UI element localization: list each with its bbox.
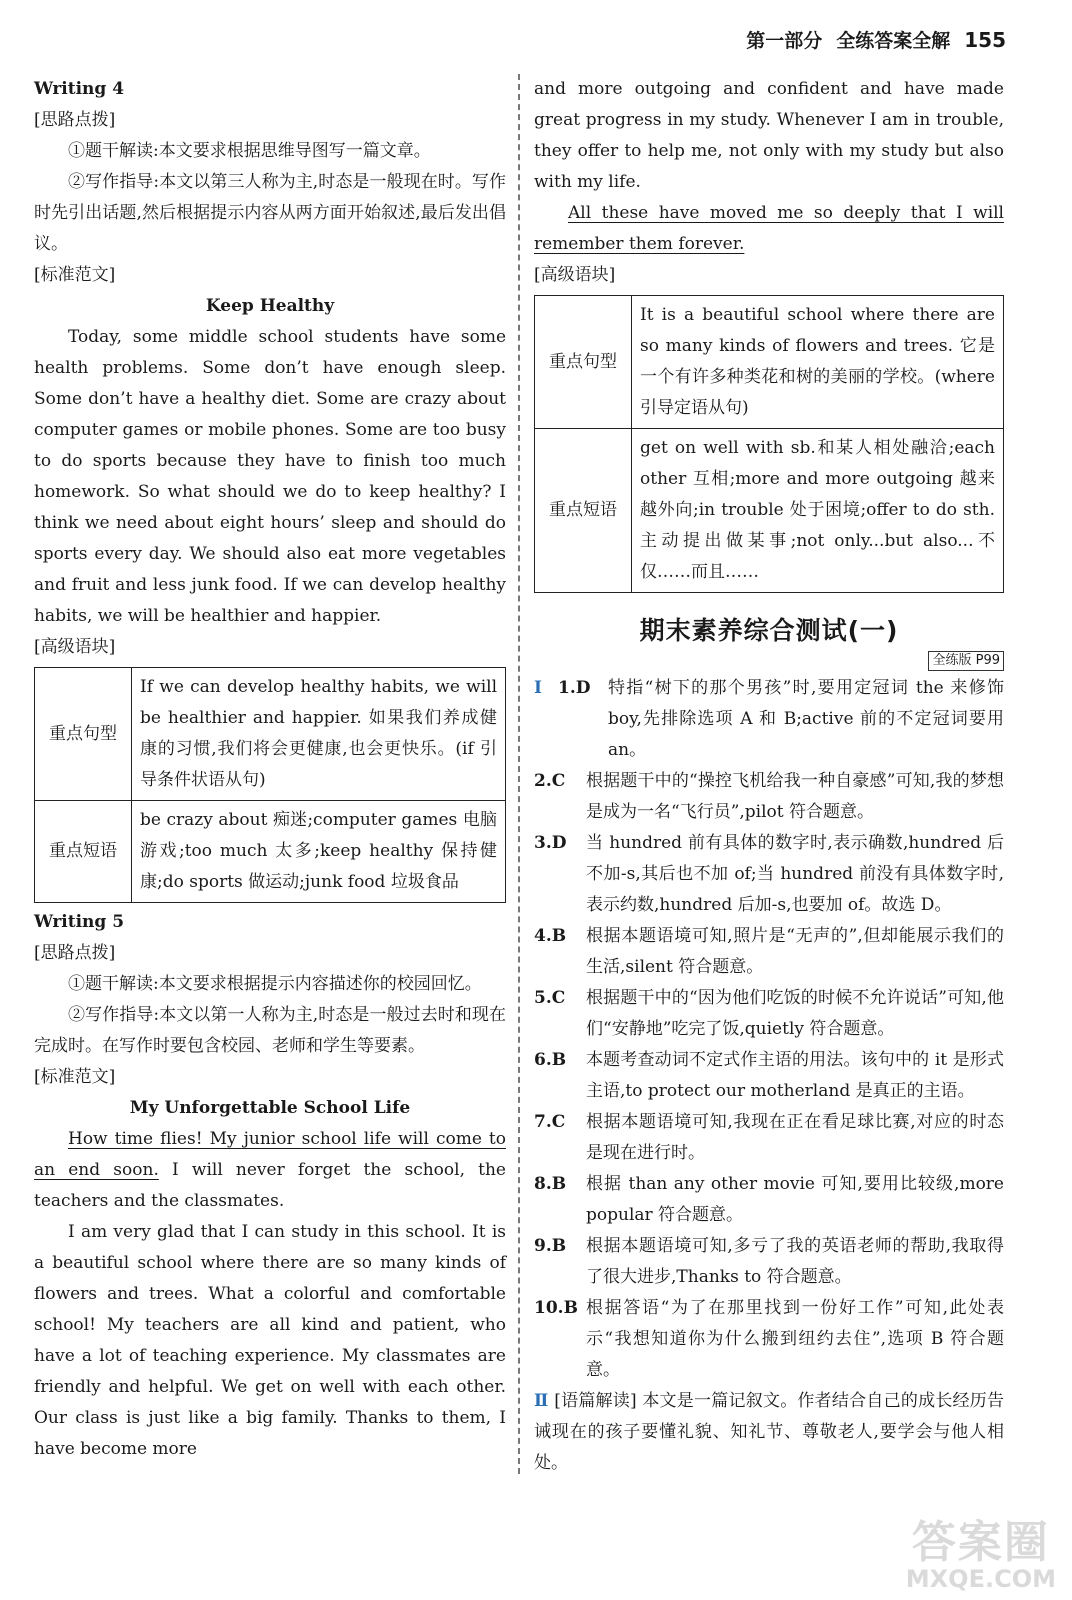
- writing5-paragraph-2-continued: and more outgoing and confident and have made great progress in my study. Whenever I am in trouble, they offer to help me, not only with my study but also with my life.: [534, 79, 1004, 192]
- sentence-key: 重点句型: [35, 668, 132, 801]
- answer-item: [534, 766, 1004, 828]
- answer-explanation: 根据题干中的“操控飞机给我一种自豪感”可知,我的梦想是成为一名“飞行员”,pilot 符合题意。: [586, 771, 1004, 822]
- writing4-chunk-label: [高级语块]: [34, 637, 116, 657]
- table-row: [535, 296, 1004, 429]
- table-row: [535, 429, 1004, 593]
- reference-wrap: [534, 649, 1004, 673]
- answer-explanation: 根据答语“为了在那里找到一份好工作”可知,此处表示“我想知道你为什么搬到纽约去住”,选项 B 符合题意。: [586, 1298, 1004, 1380]
- writing5-heading: Writing 5: [34, 912, 125, 932]
- answer-item: [534, 673, 1004, 766]
- answer-explanation: 根据本题语境可知,我现在正在看足球比赛,对应的时态是现在进行时。: [586, 1112, 1004, 1163]
- answer-explanation: 特指“树下的那个男孩”时,要用定冠词 the 来修饰 boy,先排除选项 A 和 B;active 前的不定冠词要用 an。: [608, 678, 1004, 760]
- sentence-value: It is a beautiful school where there are so many kinds of flowers and trees. 它是一个有许多种类花和树的美丽的学校。(where 引导定语从句): [632, 296, 1004, 429]
- writing5-tip2: ②写作指导:本文以第一人称为主,时态是一般过去时和现在完成时。在写作时要包含校园、老师和学生等要素。: [34, 1005, 506, 1056]
- answer-item: [534, 983, 1004, 1045]
- answer-number: 3.D: [534, 833, 567, 853]
- phrase-key: 重点短语: [535, 429, 632, 593]
- answer-number: 6.B: [534, 1050, 567, 1070]
- writing4-model-label: [标准范文]: [34, 265, 116, 285]
- answer-explanation: 根据本题语境可知,多亏了我的英语老师的帮助,我取得了很大进步,Thanks to 符合题意。: [586, 1236, 1004, 1287]
- section-label: 全练答案全解: [836, 30, 951, 52]
- watermark-logo: [905, 1517, 1056, 1593]
- sentence-value: If we can develop healthy habits, we will be healthier and happier. 如果我们养成健康的习惯,我们将会更健康,也会更快乐。(if 引导条件状语从句): [132, 668, 506, 801]
- table-row: [35, 801, 506, 903]
- writing5-tip-label: [思路点拨]: [34, 943, 116, 963]
- running-head: [746, 26, 1006, 53]
- answer-number: [534, 673, 608, 766]
- writing4-essay-body: Today, some middle school students have some health problems. Some don’t have enough sleep. Some don’t have a healthy diet. Some are crazy about computer games or mobile phones. Some are too busy to do sports because they have to finish too much homework. So what should we do to keep healthy? I think we need about eight hours’ sleep and should do sports every day. We should also eat more vegetables and fruit and less junk food. If we can develop healthy habits, we will be healthier and happier.: [34, 327, 506, 626]
- writing5-essay-title: My Unforgettable School Life: [129, 1098, 411, 1118]
- answer-explanation: 当 hundred 前有具体的数字时,表示确数,hundred 后不加-s,其后也不加 of;当 hundred 前没有具体数字时,表示约数,hundred 后加-s,也要加 of。故选 D。: [586, 833, 1004, 915]
- answer-item: [534, 1169, 1004, 1231]
- answer-item: [534, 1293, 1004, 1386]
- column-divider: [518, 74, 520, 1474]
- answer-number: 9.B: [534, 1236, 567, 1256]
- table-row: [35, 668, 506, 801]
- writing5-chunk-label: [高级语块]: [534, 265, 616, 285]
- answer-number-text: 1.D: [558, 678, 591, 698]
- writing5-chunk-table: [534, 295, 1004, 593]
- test-title: 期末素养综合测试(一): [639, 616, 899, 645]
- underlined-sentence: All these have moved me so deeply that I will remember them forever.: [534, 203, 1004, 254]
- writing4-essay-title: Keep Healthy: [205, 296, 335, 316]
- writing4-tip-label: [思路点拨]: [34, 110, 116, 130]
- writing5-paragraph-1: [34, 1124, 506, 1217]
- answer-item: [534, 1107, 1004, 1169]
- reference-badge: 全练版 P99: [928, 651, 1004, 671]
- part-label: 第一部分: [746, 30, 823, 52]
- phrase-value: get on well with sb.和某人相处融洽;each other 互相;more and more outgoing 越来越外向;in trouble 处于困境;offer to do sth.主动提出做某事;not only...but also...不仅……而且……: [632, 429, 1004, 593]
- phrase-key: 重点短语: [35, 801, 132, 903]
- answer-number: 8.B: [534, 1174, 567, 1194]
- writing4-chunk-table: [34, 667, 506, 903]
- writing5-paragraph-3: [534, 198, 1004, 260]
- writing5-model-label: [标准范文]: [34, 1067, 116, 1087]
- watermark-line-2: MXQE.COM: [905, 1565, 1056, 1593]
- answer-explanation: 本题考查动词不定式作主语的用法。该句中的 it 是形式主语,to protect our motherland 是真正的主语。: [586, 1050, 1004, 1101]
- writing4-tip1: ①题干解读:本文要求根据思维导图写一篇文章。: [68, 141, 431, 161]
- answer-number: 2.C: [534, 771, 566, 791]
- answer-explanation: 根据本题语境可知,照片是“无声的”,但却能展示我们的生活,silent 符合题意。: [586, 926, 1004, 977]
- answer-explanation: 根据 than any other movie 可知,要用比较级,more popular 符合题意。: [586, 1174, 1004, 1225]
- writing5-tip1: ①题干解读:本文要求根据提示内容描述你的校园回忆。: [68, 974, 482, 994]
- phrase-value: be crazy about 痴迷;computer games 电脑游戏;too much 太多;keep healthy 保持健康;do sports 做运动;junk food 垃圾食品: [132, 801, 506, 903]
- answer-number: 4.B: [534, 926, 567, 946]
- left-column: [34, 74, 506, 1465]
- answer-item: [534, 921, 1004, 983]
- writing4-heading: Writing 4: [34, 79, 125, 99]
- page-number: 155: [964, 28, 1006, 52]
- watermark-line-1: 答案圈: [911, 1517, 1050, 1568]
- section2-numeral: Ⅱ: [534, 1391, 549, 1411]
- answer-number: 7.C: [534, 1112, 566, 1132]
- section2-analysis: [534, 1386, 1004, 1479]
- answer-number: 5.C: [534, 988, 566, 1008]
- sentence-key: 重点句型: [535, 296, 632, 429]
- answer-item: [534, 1045, 1004, 1107]
- answer-number: 10.B: [534, 1298, 578, 1318]
- section2-text: 本文是一篇记叙文。作者结合自己的成长经历告诫现在的孩子要懂礼貌、知礼节、尊敬老人,要学会与他人相处。: [534, 1391, 1005, 1473]
- section2-label: [语篇解读]: [554, 1391, 637, 1411]
- writing5-paragraph-2: I am very glad that I can study in this school. It is a beautiful school where there are so many kinds of flowers and trees. What a colorful and comfortable school! My teachers are all kind and patient, who have a lot of teaching experience. My classmates are friendly and helpful. We get on well with each other. Our class is just like a big family. Thanks to them, I have become more: [34, 1222, 506, 1459]
- section1-numeral: Ⅰ: [534, 678, 542, 698]
- answer-explanation: 根据题干中的“因为他们吃饭的时候不允许说话”可知,他们“安静地”吃完了饭,quietly 符合题意。: [586, 988, 1004, 1039]
- right-column: [534, 74, 1004, 1479]
- answer-item: [534, 1231, 1004, 1293]
- sentence-text: I will never forget the school, the teachers and the classmates.: [34, 1160, 506, 1211]
- writing4-tip2: ②写作指导:本文以第三人称为主,时态是一般现在时。写作时先引出话题,然后根据提示内容从两方面开始叙述,最后发出倡议。: [34, 172, 506, 254]
- answer-list: [534, 673, 1004, 1386]
- underlined-sentence: How time flies! My junior school life will come to an end soon.: [34, 1129, 506, 1180]
- answer-item: [534, 828, 1004, 921]
